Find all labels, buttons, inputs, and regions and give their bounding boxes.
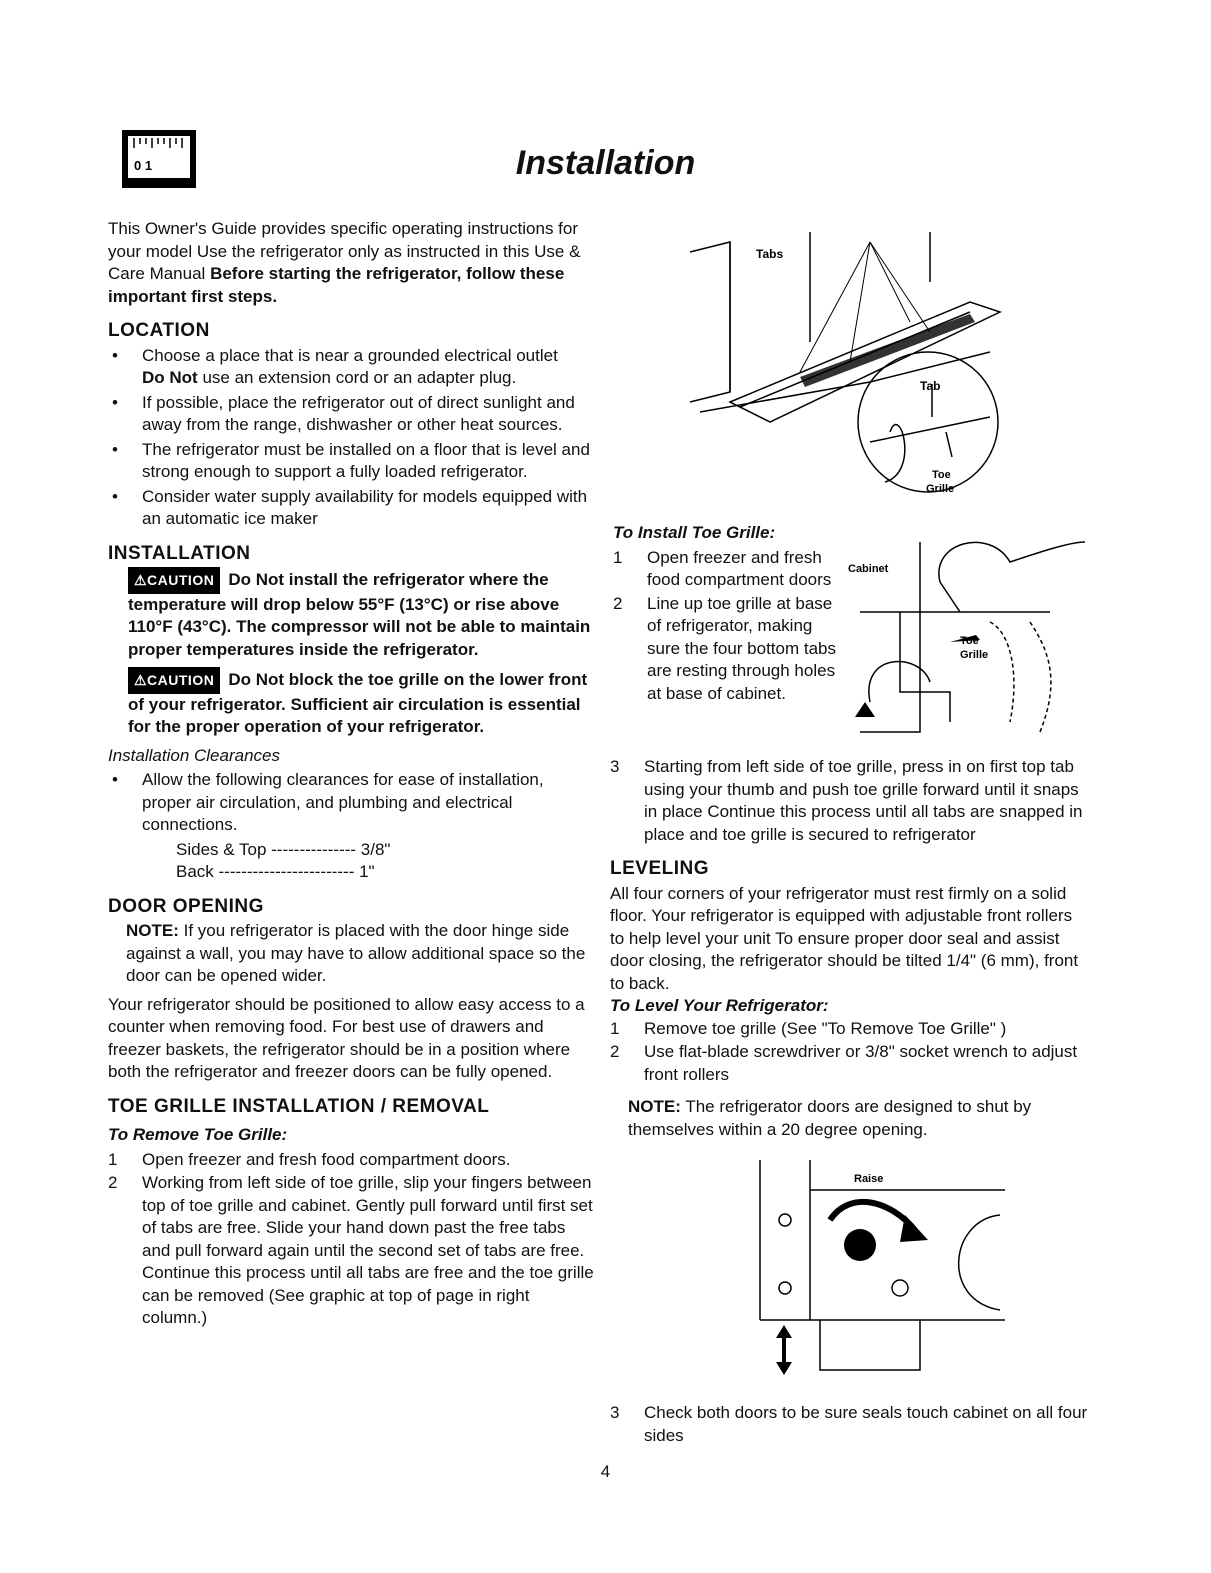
intro-text: This Owner's Guide provides specific operating instructions for your model Use the refrigerator only as instructed in this Use & Care Manual: [108, 219, 581, 283]
leveling-text: All four corners of your refrigerator must rest firmly on a solid floor. Your refrigerator is equipped with adjustable front rollers to help level your unit To ensure proper door seal and assist door closing, the refrigerator should be tilted 1/4" (6 mm), front to back.: [610, 883, 1079, 993]
page-number: 4: [600, 1462, 611, 1481]
toe-label: Toe: [932, 469, 951, 481]
toe-label: Toe: [960, 635, 979, 647]
level-step-3: 3 Check both doors to be sure seals touch cabinet on all four sides: [610, 1403, 1088, 1445]
location-heading: LOCATION: [108, 320, 210, 341]
logo-text: 0 1: [134, 158, 153, 173]
caution-badge: ⚠CAUTION: [128, 567, 220, 594]
level-step-2: 2 Use flat-blade screwdriver or 3/8" socket wrench to adjust front rollers: [610, 1042, 1078, 1084]
right-column: [610, 756, 1090, 1141]
page-title: Installation: [515, 144, 696, 182]
caution-2: ⚠CAUTION Do Not block the toe grille on the lower front of your refrigerator. Sufficient air circulation is essential for the proper operation of your refrigerator.: [108, 667, 596, 739]
clearance-back: Back ------------------------ 1": [176, 862, 375, 881]
install-toe-grille: [613, 522, 843, 706]
cabinet-label: Cabinet: [848, 563, 889, 575]
clearances-text: • Allow the following clearances for ease of installation, proper air circulation, and plumbing and electrical connections.: [108, 769, 596, 837]
clearance-sides: Sides & Top --------------- 3/8": [176, 839, 391, 859]
level-refrigerator-heading: To Level Your Refrigerator:: [610, 996, 829, 1015]
toe-grille-tabs-figure: [670, 222, 1030, 522]
install-step-3: 3 Starting from left side of toe grille, press in on first top tab using your thumb and push toe grille forward until it snaps in place Continue this process until all tabs are snapped in place and toe grille is secured to refrigerator: [610, 757, 1083, 844]
location-item-2: • If possible, place the refrigerator out of direct sunlight and away from the range, dishwasher or other heat sources.: [108, 392, 596, 437]
toe-grille-install-figure: [840, 522, 1090, 772]
door-note: NOTE: If you refrigerator is placed with the door hinge side against a wall, you may have to allow additional space so the door can be opened wider.: [126, 921, 586, 985]
location-item-4: • Consider water supply availability for models equipped with an automatic ice maker: [108, 486, 596, 531]
location-item-3: • The refrigerator must be installed on a floor that is level and strong enough to support a fully loaded refrigerator.: [108, 439, 596, 484]
install-step-1: 1 Open freezer and fresh food compartment doors: [613, 547, 832, 589]
leveling-heading: LEVELING: [610, 858, 710, 879]
install-step-2: 2 Line up toe grille at base of refrigerator, making sure the four bottom tabs are resting through holes at base of cabinet.: [613, 593, 836, 703]
grille-label: Grille: [960, 649, 989, 661]
remove-step-1: 1 Open freezer and fresh food compartment doors.: [108, 1149, 511, 1169]
toe-grille-heading: TOE GRILLE INSTALLATION / REMOVAL: [108, 1095, 490, 1117]
intro-paragraph: [108, 218, 596, 308]
leveling-note: NOTE: The refrigerator doors are designed to shut by themselves within a 20 degree opening.: [628, 1097, 1032, 1139]
roller-adjust-figure: [750, 1160, 1010, 1390]
installation-heading: INSTALLATION: [108, 542, 251, 564]
location-item-1: • Choose a place that is near a grounded electrical outlet Do Not use an extension cord or an adapter plug.: [108, 345, 596, 390]
door-opening-heading: DOOR OPENING: [108, 895, 264, 917]
grille-label: Grille: [926, 483, 955, 495]
caution-badge: ⚠CAUTION: [128, 667, 220, 694]
remove-toe-grille-heading: To Remove Toe Grille:: [108, 1125, 288, 1144]
level-step-1: 1 Remove toe grille (See "To Remove Toe Grille" ): [610, 1018, 1007, 1038]
raise-label: Raise: [854, 1173, 884, 1185]
tabs-label: Tabs: [756, 247, 784, 261]
caution-1: ⚠CAUTION Do Not install the refrigerator where the temperature will drop below 55°F (13°C) or rise above 110°F (43°C). The compressor will not be able to maintain proper temperatures inside the refrigerator.: [108, 567, 596, 661]
left-column: [108, 218, 596, 1331]
level-step-3-wrap: [610, 1402, 1090, 1448]
clearances-heading: Installation Clearances: [108, 745, 280, 765]
tab-label: Tab: [920, 379, 941, 393]
install-toe-grille-heading: To Install Toe Grille:: [613, 523, 776, 542]
door-text: Your refrigerator should be positioned to allow easy access to a counter when removing food. For best use of drawers and freezer baskets, the refrigerator should be in a position where both the refrigerator and freezer doors can be fully opened.: [108, 994, 585, 1081]
remove-step-2: 2 Working from left side of toe grille, slip your fingers between top of toe grille and cabinet. Gently pull forward until first set of tabs are free. Slide your hand down past the free tabs and pull forward again until the second set of tabs are free. Continue this process until all tabs are free and the toe grille can be removed (See graphic at top of page in right column.): [108, 1173, 594, 1327]
intro-bold: Before starting the refrigerator, follow these important first steps.: [108, 264, 565, 306]
